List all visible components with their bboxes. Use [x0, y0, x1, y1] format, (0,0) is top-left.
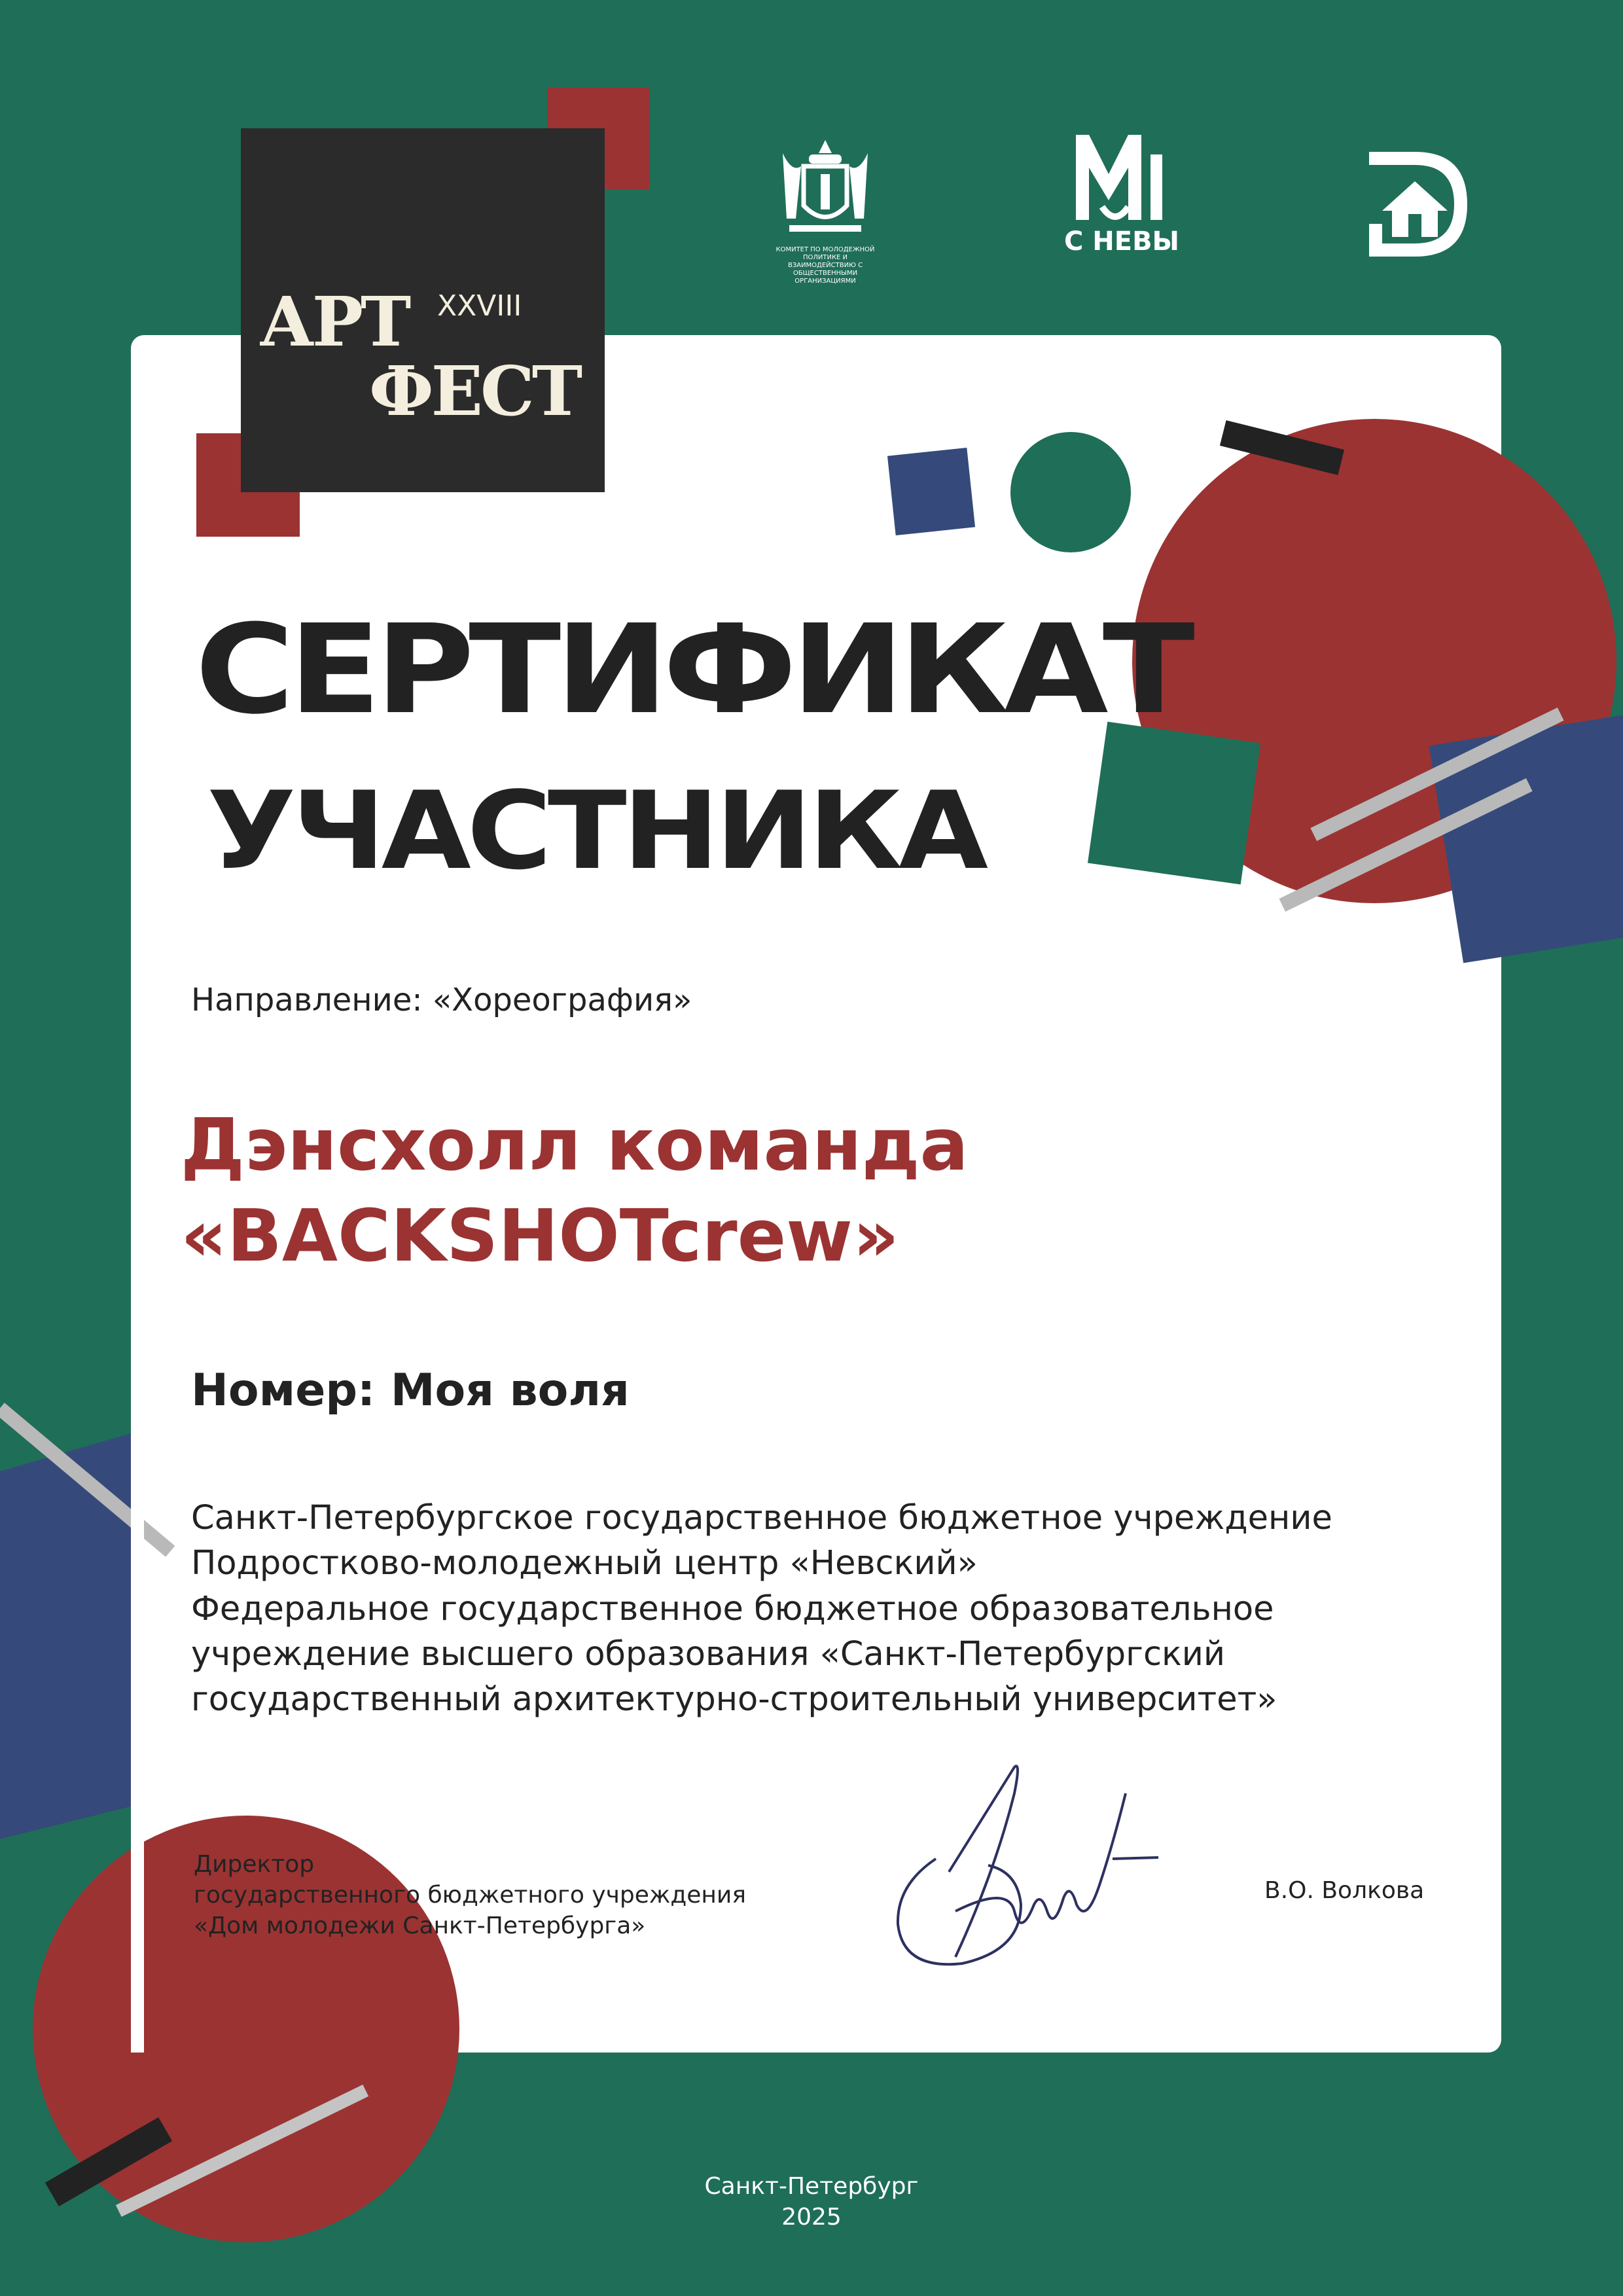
signature-image: [890, 1741, 1165, 1977]
certificate-title: СЕРТИФИКАТ: [195, 598, 1190, 742]
logo-edition: XXVIII: [437, 289, 522, 323]
deco-green-square: [1088, 722, 1260, 885]
youth-neva-logo: [1056, 128, 1181, 266]
org-line: Подростково-молодежный центр «Невский»: [191, 1544, 978, 1583]
director-title: [194, 1850, 746, 1941]
deco-navy-square-small: [887, 448, 975, 535]
youth-house-logo: [1363, 145, 1475, 263]
director-line: Директор: [194, 1851, 315, 1878]
team-line2: «BACKSHOTcrew»: [181, 1193, 899, 1278]
logo-line2: ФЕСТ: [369, 351, 580, 431]
director-line: государственного бюджетного учреждения: [194, 1881, 746, 1909]
artfest-logo: [241, 128, 605, 492]
org-line: Федеральное государственное бюджетное образовательное: [191, 1589, 1274, 1628]
logo-line1: АРТ: [259, 281, 409, 362]
committee-caption: КОМИТЕТ ПО МОЛОДЕЖНОЙ ПОЛИТИКЕ И ВЗАИМОДЕЙСТВИЮ С ОБЩЕСТВЕННЫМИ ОРГАНИЗАЦИЯМИ: [776, 246, 875, 285]
footer-year: 2025: [781, 2203, 842, 2231]
coat-of-arms-icon: [770, 134, 881, 245]
org-line: учреждение высшего образования «Санкт-Петербургский: [191, 1635, 1226, 1674]
certificate-subtitle: УЧАСТНИКА: [207, 768, 984, 893]
neva-label: С НЕВЫ: [1063, 226, 1179, 257]
deco-navy-square-right: [1429, 715, 1623, 963]
footer: [681, 2172, 942, 2233]
director-line: «Дом молодежи Санкт-Петербурга»: [194, 1912, 646, 1939]
team-name: [181, 1100, 969, 1281]
director-name: В.О. Волкова: [1264, 1877, 1425, 1904]
footer-city: Санкт-Петербург: [704, 2173, 919, 2200]
org-line: государственный архитектурно-строительный университет»: [191, 1680, 1277, 1719]
organizers-block: [191, 1496, 1332, 1723]
committee-emblem-logo: [770, 134, 881, 285]
card-edge: [131, 1427, 144, 2053]
my-letters-icon: [1056, 128, 1181, 226]
performance-number: Номер: Моя воля: [191, 1365, 630, 1416]
deco-green-circle: [1010, 432, 1131, 552]
house-icon: [1363, 145, 1475, 263]
direction-text: Направление: «Хореография»: [191, 982, 692, 1018]
org-line: Санкт-Петербургское государственное бюджетное учреждение: [191, 1499, 1332, 1537]
team-line1: Дэнсхолл команда: [181, 1103, 969, 1187]
